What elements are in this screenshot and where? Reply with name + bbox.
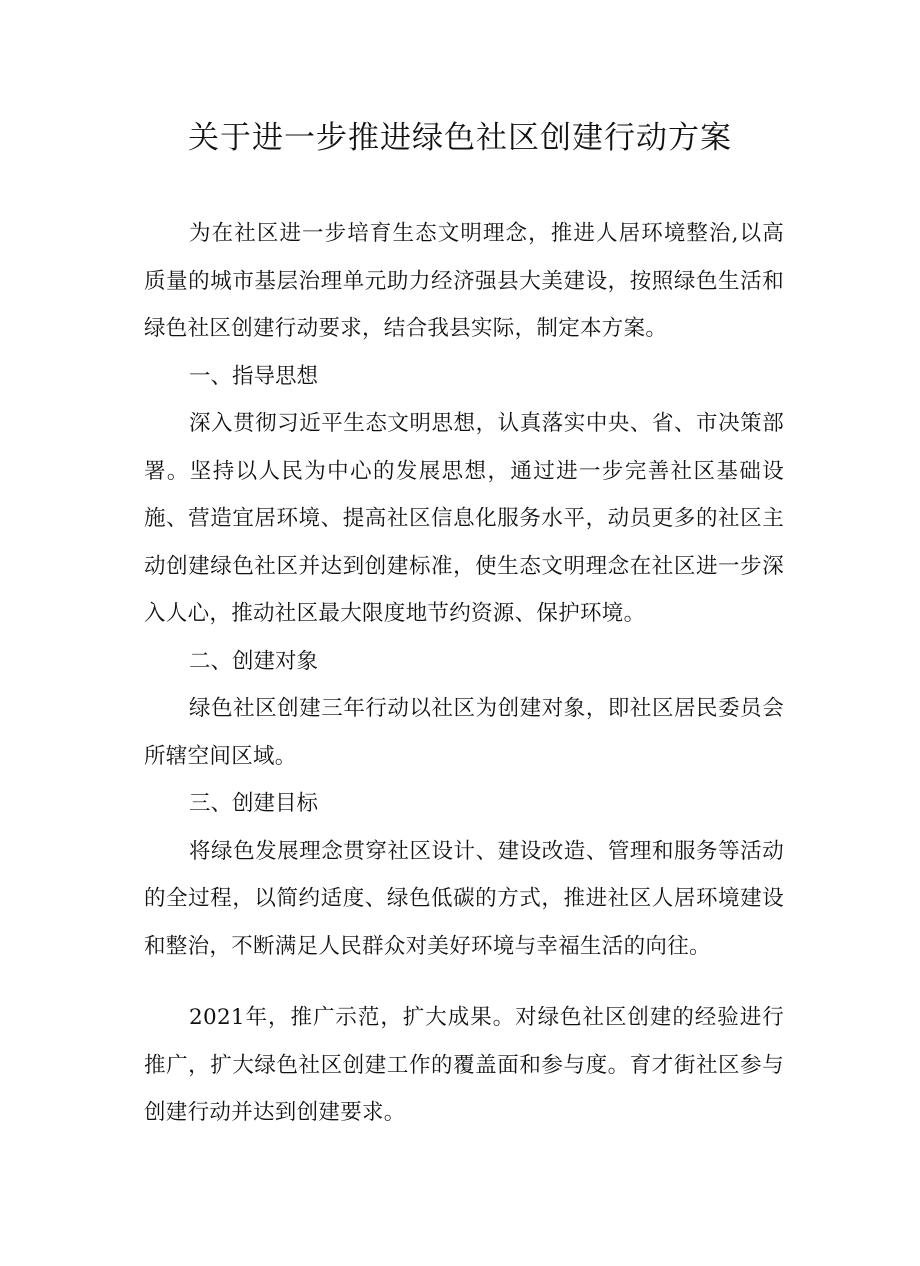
document-body xyxy=(144,210,784,1137)
paragraph-spacer xyxy=(144,970,784,994)
year-2021-paragraph: 2021年，推广示范，扩大成果。对绿色社区创建的经验进行推广，扩大绿色社区创建工作的覆盖面和参与度。育才街社区参与创建行动并达到创建要求。 xyxy=(144,1005,784,1125)
intro-paragraph: 为在社区进一步培育生态文明理念，推进人居环境整治,以高质量的城市基层治理单元助力经济强县大美建设，按照绿色生活和绿色社区创建行动要求，结合我县实际，制定本方案。 xyxy=(144,221,784,341)
section-paragraph-guiding-ideology: 深入贯彻习近平生态文明思想，认真落实中央、省、市决策部署。坚持以人民为中心的发展思想，通过进一步完善社区基础设施、营造宜居环境、提高社区信息化服务水平，动员更多的社区主动创建绿色社区并达到创建标准，使生态文明理念在社区进一步深入人心，推动社区最大限度地节约资源、保护环境。 xyxy=(144,411,784,626)
document-title: 关于进一步推进绿色社区创建行动方案 xyxy=(188,120,732,156)
section-paragraph-target-objects: 绿色社区创建三年行动以社区为创建对象，即社区居民委员会所辖空间区域。 xyxy=(144,696,784,769)
section-heading-goals: 三、创建目标 xyxy=(189,791,319,816)
section-heading-target-objects: 二、创建对象 xyxy=(189,648,319,674)
section-heading-guiding-ideology: 一、指导思想 xyxy=(189,363,319,389)
section-paragraph-goals: 将绿色发展理念贯穿社区设计、建设改造、管理和服务等活动的全过程，以简约适度、绿色低碳的方式，推进社区人居环境建设和整治，不断满足人民群众对美好环境与幸福生活的向往。 xyxy=(144,838,784,959)
